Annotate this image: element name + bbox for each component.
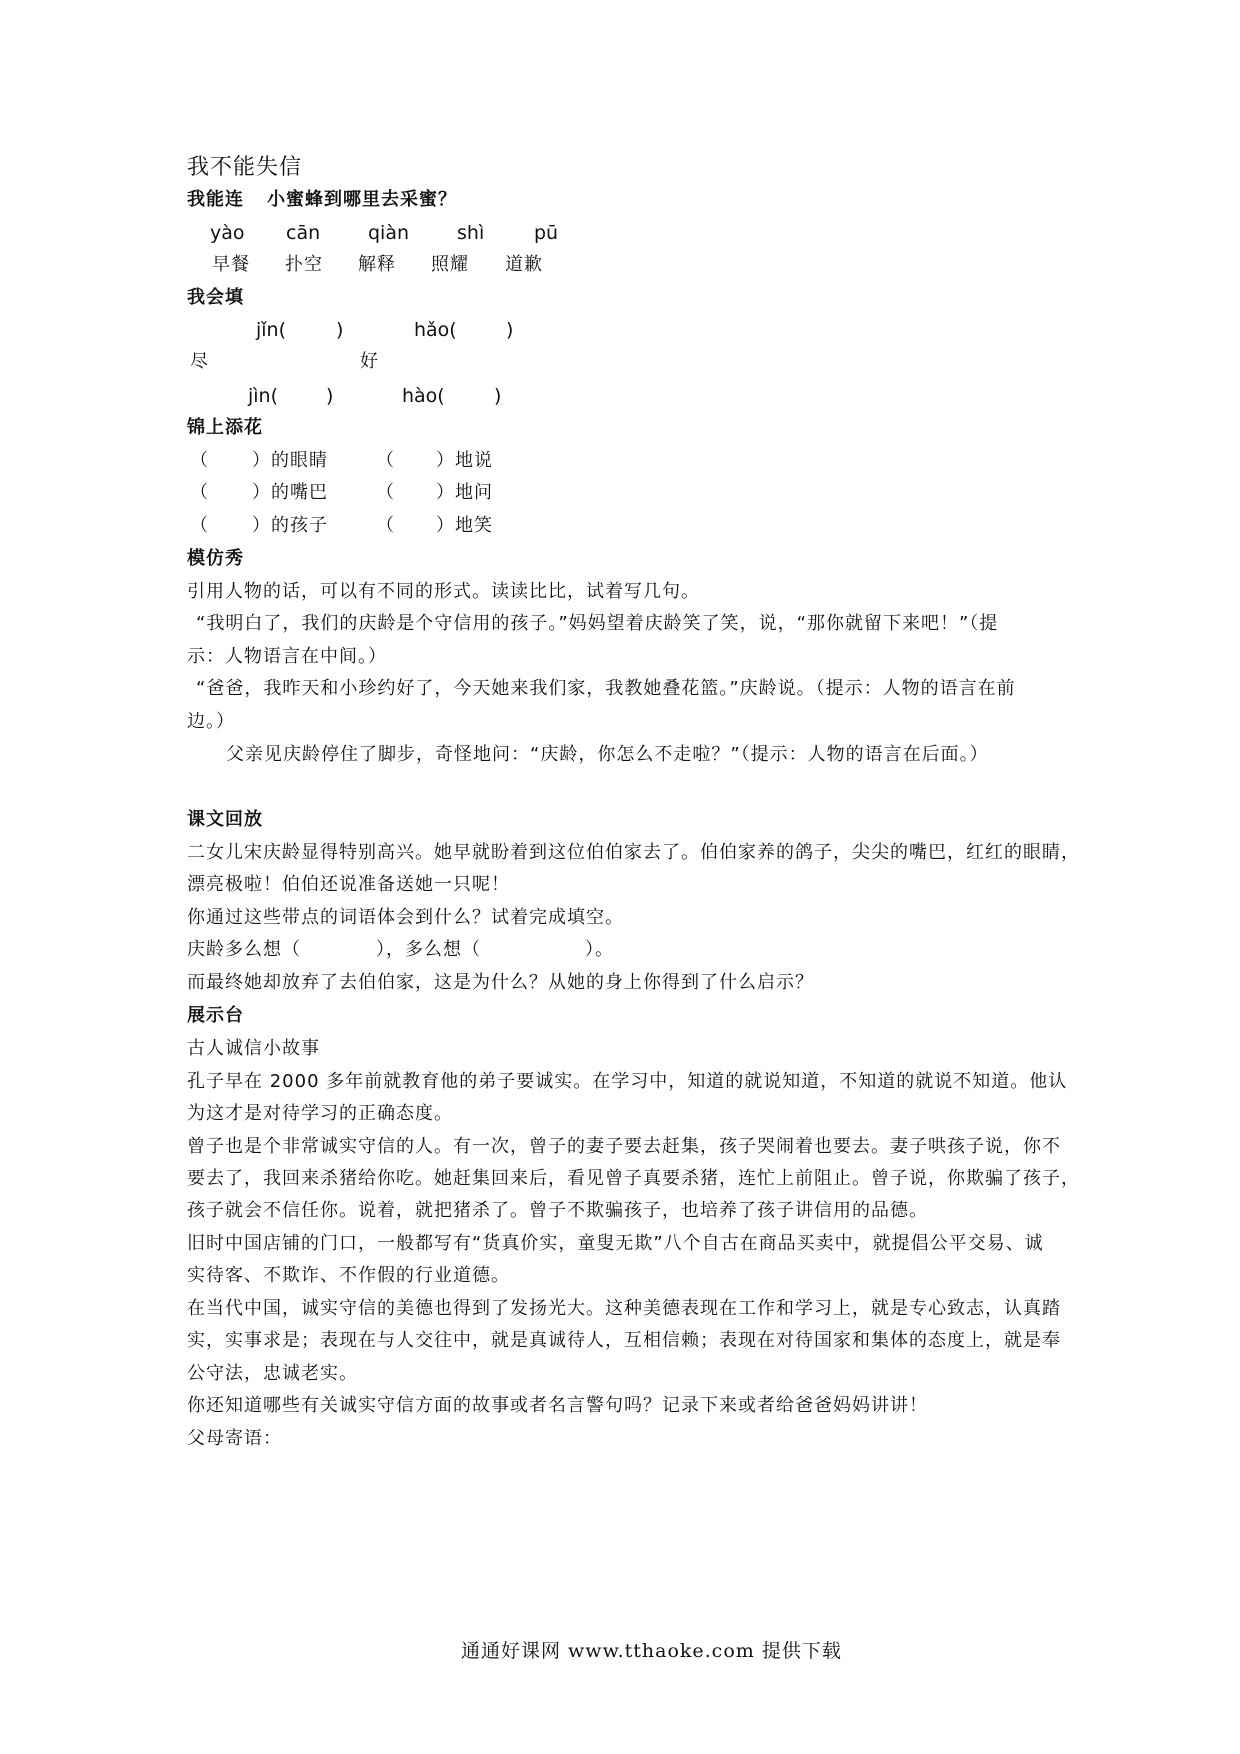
- review-heading: 课文回放: [187, 809, 263, 830]
- footer-credit: 通通好课网 www.tthaoke.com 提供下载: [461, 1640, 842, 1662]
- pinyin-1: yào: [210, 222, 245, 244]
- show-ask: 你还知道哪些有关诚实守信方面的故事或者名言警句吗？记录下来或者给爸爸妈妈讲讲！: [187, 1395, 928, 1416]
- flowers-heading: 锦上添花: [187, 417, 263, 438]
- blank-left-2: ）的嘴巴: [252, 482, 328, 503]
- review-passage-line-1: 二女儿宋庆龄显得特别高兴。她早就盼着到这位伯伯家去了。伯伯家养的鸽子，尖尖的嘴巴，红红的眼睛，: [187, 842, 1080, 863]
- example-3: 父亲见庆龄停住了脚步，奇怪地问：“庆龄，你怎么不走啦？”（提示：人物的语言在后面。）: [226, 744, 989, 765]
- example-1-line-2: 示：人物语言在中间。）: [187, 646, 387, 667]
- fill-heading: 我会填: [187, 287, 244, 308]
- blank-left-3: ）的孩子: [252, 515, 328, 536]
- match-question: 小蜜蜂到哪里去采蜜？: [267, 189, 457, 210]
- review-question-2: 而最终她却放弃了去伯伯家，这是为什么？从她的身上你得到了什么启示？: [187, 972, 814, 993]
- pinyin-2: cān: [286, 222, 321, 244]
- pinyin-hao3: hǎo(: [414, 319, 457, 341]
- show-heading: 展示台: [187, 1005, 244, 1026]
- imitate-intro: 引用人物的话，可以有不同的形式。读读比比，试着写几句。: [187, 581, 700, 602]
- parents-note: 父母寄语：: [187, 1428, 282, 1449]
- story-4-line-3: 公守法，忠诚老实。: [187, 1363, 358, 1384]
- review-passage-line-2: 漂亮极啦！伯伯还说准备送她一只呢！: [187, 874, 510, 895]
- story-1-line-1: 孔子早在 2000 多年前就教育他的弟子要诚实。在学习中，知道的就说知道，不知道的就说不知道。他认: [187, 1071, 1068, 1092]
- story-4-line-1: 在当代中国，诚实守信的美德也得到了发扬光大。这种美德表现在工作和学习上，就是专心致志，认真踏: [187, 1298, 1061, 1319]
- open-paren: （: [376, 515, 395, 536]
- pinyin-hao4: hào(: [402, 385, 445, 407]
- review-fill-c: ）。: [585, 939, 614, 960]
- word-2: 扑空: [285, 254, 323, 275]
- blank-right-1: ）地说: [436, 450, 493, 471]
- close-paren: ): [336, 319, 344, 341]
- pinyin-5: pū: [534, 222, 559, 244]
- close-paren: ): [326, 385, 334, 407]
- open-paren: （: [190, 450, 209, 471]
- review-fill-a: 庆龄多么想（: [187, 939, 301, 960]
- example-1-line-1: “我明白了，我们的庆龄是个守信用的孩子。”妈妈望着庆龄笑了笑，说，“那你就留下来吧！”（提: [196, 613, 999, 634]
- blank-right-2: ）地问: [436, 482, 493, 503]
- show-subtitle: 古人诚信小故事: [187, 1038, 320, 1059]
- story-2-line-2: 要去了，我回来杀猪给你吃。她赶集回来后，看见曾子真要杀猪，连忙上前阻止。曾子说，你欺骗了孩子，: [187, 1168, 1080, 1189]
- blank-left-1: ）的眼睛: [252, 450, 328, 471]
- close-paren: ): [506, 319, 514, 341]
- open-paren: （: [190, 515, 209, 536]
- match-heading: 我能连: [187, 189, 244, 210]
- story-4-line-2: 实，实事求是；表现在与人交往中，就是真诚待人，互相信赖；表现在对待国家和集体的态度上，就是奉: [187, 1330, 1061, 1351]
- story-2-line-1: 曾子也是个非常诚实守信的人。有一次，曾子的妻子要去赶集，孩子哭闹着也要去。妻子哄孩子说，你不: [187, 1136, 1061, 1157]
- story-3-line-1: 旧时中国店铺的门口，一般都写有“货真价实，童叟无欺”八个自古在商品买卖中，就提倡公平交易、诚: [187, 1233, 1044, 1254]
- char-jin: 尽: [190, 351, 209, 372]
- word-4: 照耀: [431, 254, 469, 275]
- imitate-heading: 模仿秀: [187, 548, 244, 569]
- page-title: 我不能失信: [187, 155, 303, 180]
- open-paren: （: [376, 482, 395, 503]
- story-1-line-2: 为这才是对待学习的正确态度。: [187, 1103, 453, 1124]
- review-question-1: 你通过这些带点的词语体会到什么？试着完成填空。: [187, 907, 624, 928]
- blank-right-3: ）地笑: [436, 515, 493, 536]
- example-2-line-2: 边。）: [187, 711, 235, 732]
- story-2-line-3: 孩子就会不信任你。说着，就把猪杀了。曾子不欺骗孩子，也培养了孩子讲信用的品德。: [187, 1200, 928, 1221]
- pinyin-3: qiàn: [368, 222, 410, 244]
- word-3: 解释: [358, 254, 396, 275]
- story-3-line-2: 实待客、不欺诈、不作假的行业道德。: [187, 1265, 510, 1286]
- open-paren: （: [376, 450, 395, 471]
- char-hao: 好: [360, 351, 379, 372]
- close-paren: ): [494, 385, 502, 407]
- pinyin-jin3: jǐn(: [256, 319, 287, 341]
- word-1: 早餐: [212, 254, 250, 275]
- review-fill-b: ），多么想（: [376, 939, 481, 960]
- word-5: 道歉: [505, 254, 543, 275]
- open-paren: （: [190, 482, 209, 503]
- example-2-line-1: “爸爸，我昨天和小珍约好了，今天她来我们家，我教她叠花篮。”庆龄说。（提示：人物的语言在前: [196, 678, 1016, 699]
- pinyin-jin4: jìn(: [248, 385, 279, 407]
- pinyin-4: shì: [457, 222, 485, 244]
